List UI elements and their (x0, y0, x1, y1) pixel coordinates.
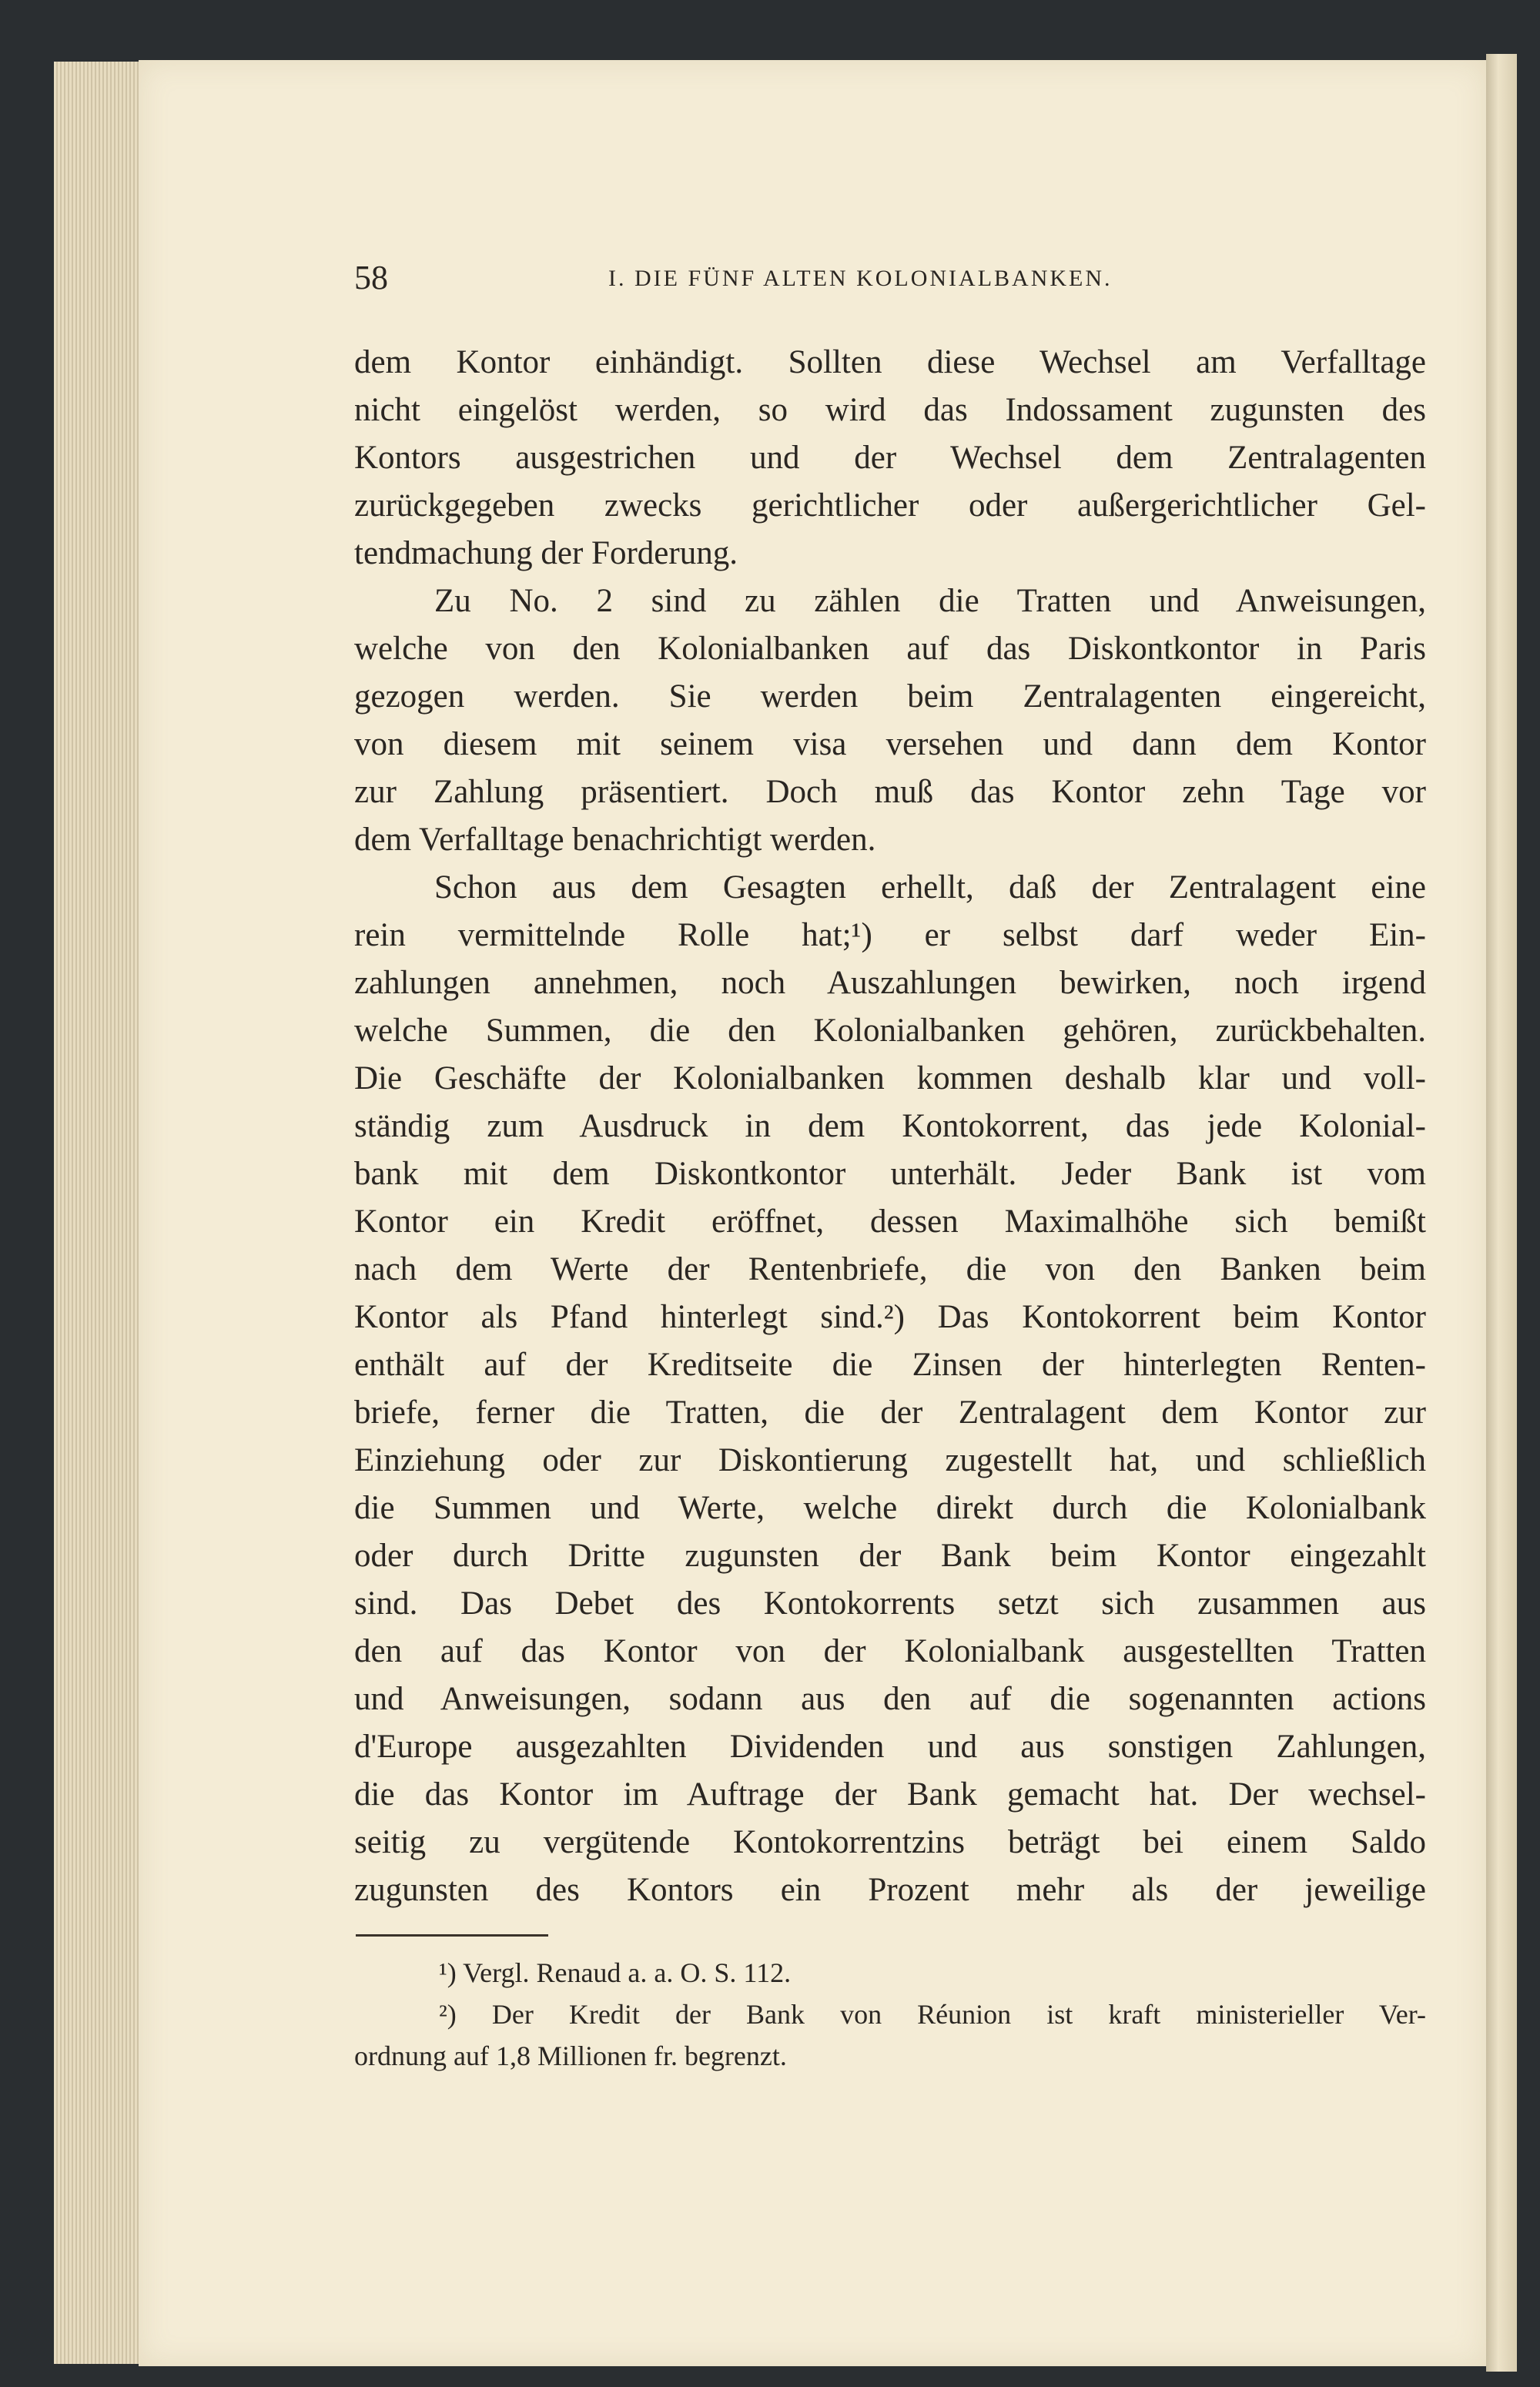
text-line: seitig zu vergütende Kontokorrentzins beträgt bei einem Saldo (354, 1824, 1426, 1860)
text-line: nicht eingelöst werden, so wird das Indossament zugunsten des (354, 392, 1426, 428)
footnote-rule (356, 1934, 548, 1937)
text-line: Einziehung oder zur Diskontierung zugestellt hat, und schließlich (354, 1442, 1426, 1478)
text-line: zurückgegeben zwecks gerichtlicher oder außergerichtlicher Gel- (354, 487, 1426, 524)
text-line: oder durch Dritte zugunsten der Bank beim Kontor eingezahlt (354, 1538, 1426, 1574)
text-line: Zu No. 2 sind zu zählen die Tratten und Anweisungen, (434, 583, 1426, 619)
text-line: gezogen werden. Sie werden beim Zentralagenten eingereicht, (354, 678, 1426, 715)
text-line: Die Geschäfte der Kolonialbanken kommen deshalb klar und voll- (354, 1060, 1426, 1096)
text-line: dem Verfalltage benachrichtigt werden. (354, 822, 876, 858)
text-line: zugunsten des Kontors ein Prozent mehr als der jeweilige (354, 1872, 1426, 1908)
body-text (354, 339, 1426, 1914)
text-line: Schon aus dem Gesagten erhellt, daß der Zentralagent eine (434, 869, 1426, 906)
text-line: enthält auf der Kreditseite die Zinsen der hinterlegten Renten- (354, 1347, 1426, 1383)
paragraph (354, 339, 1426, 578)
paragraph (354, 578, 1426, 864)
footnote-line: ordnung auf 1,8 Millionen fr. begrenzt. (354, 2040, 787, 2071)
text-line: welche Summen, die den Kolonialbanken gehören, zurückbehalten. (354, 1013, 1426, 1049)
text-line: den auf das Kontor von der Kolonialbank ausgestellten Tratten (354, 1633, 1426, 1669)
text-line: tendmachung der Forderung. (354, 535, 738, 571)
text-line: und Anweisungen, sodann aus den auf die sogenannten actions (354, 1681, 1426, 1717)
text-line: welche von den Kolonialbanken auf das Diskontkontor in Paris (354, 631, 1426, 667)
text-line: zur Zahlung präsentiert. Doch muß das Kontor zehn Tage vor (354, 774, 1426, 810)
text-line: nach dem Werte der Rentenbriefe, die von den Banken beim (354, 1251, 1426, 1287)
paragraph (354, 864, 1426, 1914)
text-line: Kontor ein Kredit eröffnet, dessen Maximalhöhe sich bemißt (354, 1204, 1426, 1240)
footnote-line: ¹) Vergl. Renaud a. a. O. S. 112. (439, 1957, 792, 1988)
page-header (354, 258, 1432, 304)
text-line: Kontor als Pfand hinterlegt sind.²) Das Kontokorrent beim Kontor (354, 1299, 1426, 1335)
text-line: d'Europe ausgezahlten Dividenden und aus sonstigen Zahlungen, (354, 1729, 1426, 1765)
next-page-edge (1486, 54, 1517, 2372)
text-line: ständig zum Ausdruck in dem Kontokorrent, das jede Kolonial- (354, 1108, 1426, 1144)
text-line: sind. Das Debet des Kontokorrents setzt sich zusammen aus (354, 1585, 1426, 1622)
text-line: dem Kontor einhändigt. Sollten diese Wechsel am Verfalltage (354, 344, 1426, 380)
text-line: rein vermittelnde Rolle hat;¹) er selbst darf weder Ein- (354, 917, 1426, 953)
text-line: zahlungen annehmen, noch Auszahlungen bewirken, noch irgend (354, 965, 1426, 1001)
text-line: Kontors ausgestrichen und der Wechsel dem Zentralagenten (354, 440, 1426, 476)
footnote-line: ²) Der Kredit der Bank von Réunion ist kraft ministerieller Ver- (439, 1999, 1426, 2030)
text-line: die Summen und Werte, welche direkt durch die Kolonialbank (354, 1490, 1426, 1526)
running-title: I. DIE FÜNF ALTEN KOLONIALBANKEN. (608, 266, 1113, 291)
text-line: von diesem mit seinem visa versehen und dann dem Kontor (354, 726, 1426, 762)
text-line: die das Kontor im Auftrage der Bank gemacht hat. Der wechsel- (354, 1776, 1426, 1813)
text-line: briefe, ferner die Tratten, die der Zentralagent dem Kontor zur (354, 1394, 1426, 1431)
page-number: 58 (354, 259, 388, 296)
footnotes (354, 1952, 1426, 2077)
text-line: bank mit dem Diskontkontor unterhält. Jeder Bank ist vom (354, 1156, 1426, 1192)
